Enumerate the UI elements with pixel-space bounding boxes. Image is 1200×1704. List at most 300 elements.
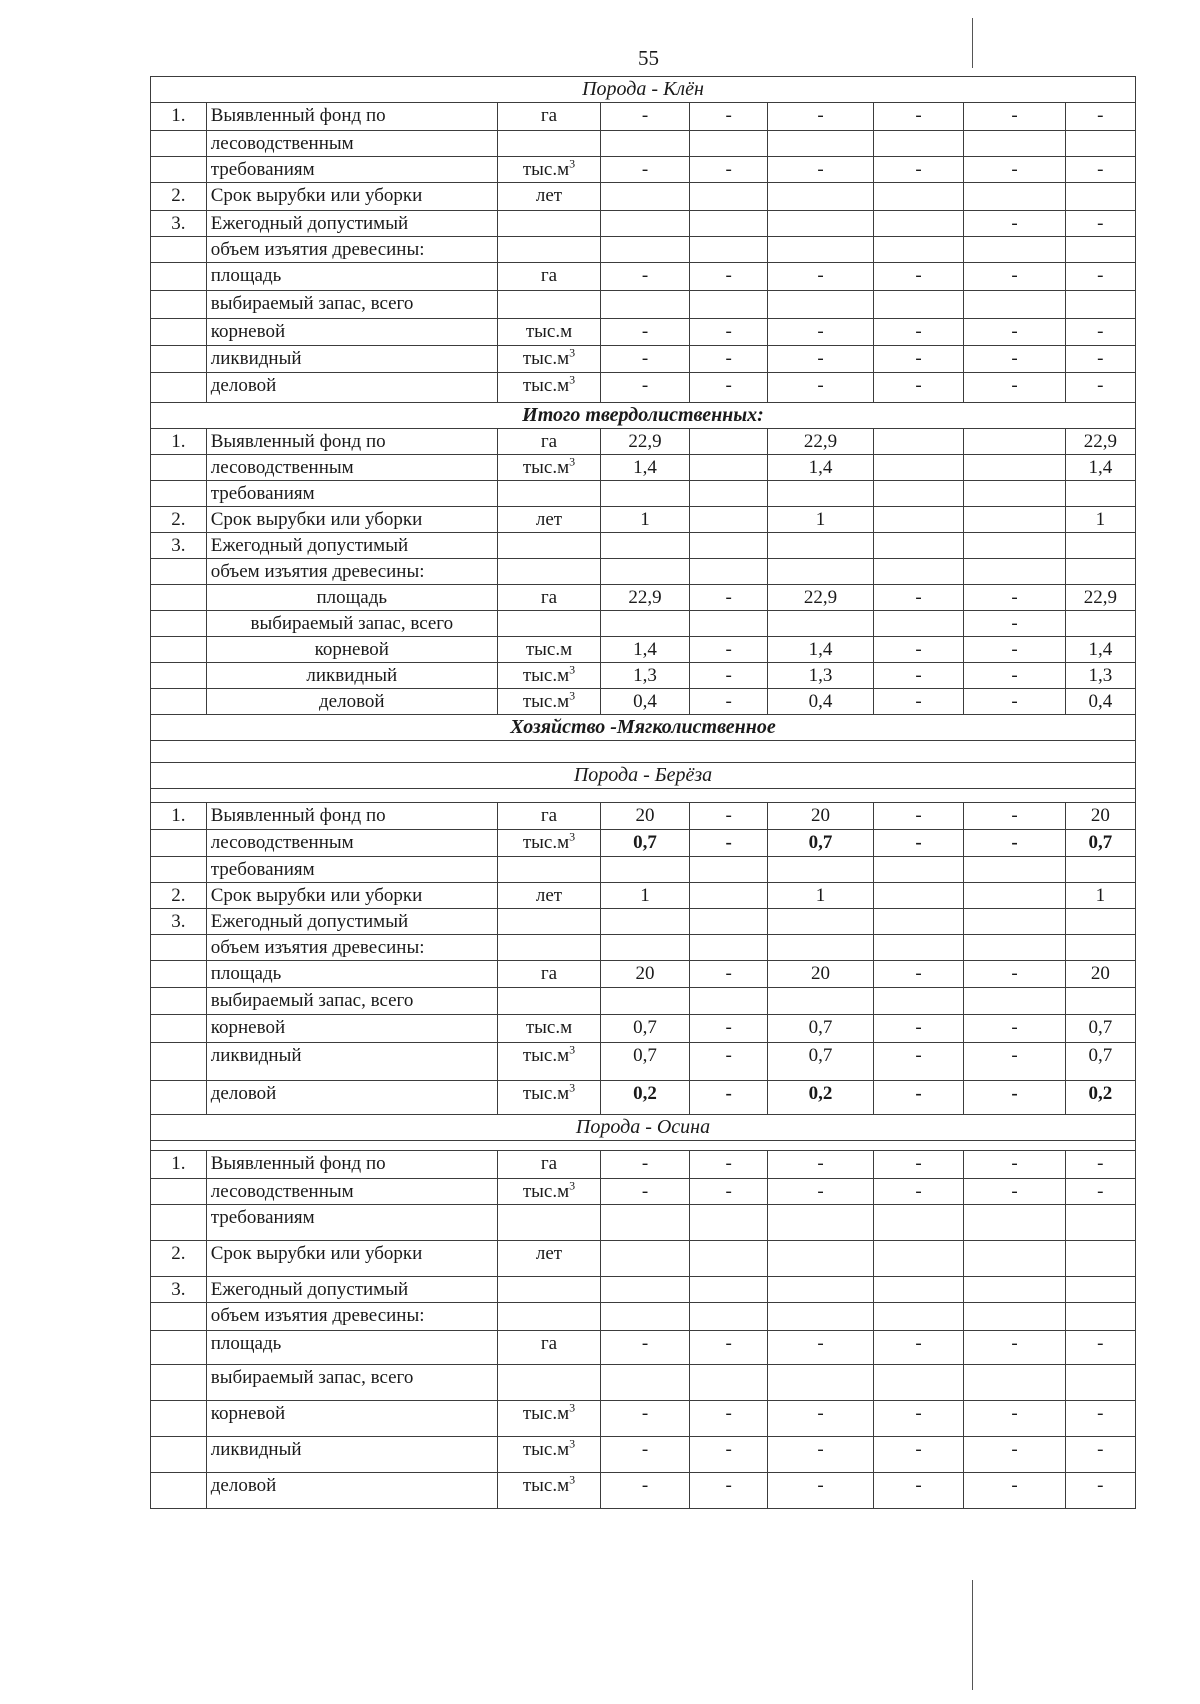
value-cell: - — [873, 637, 964, 663]
value-cell: - — [689, 585, 767, 611]
value-cell — [689, 237, 767, 263]
value-cell: 1 — [601, 883, 690, 909]
row-label: лесоводственным — [206, 455, 497, 481]
value-cell: 1,3 — [768, 663, 873, 689]
value-cell — [873, 291, 964, 319]
section-header — [151, 715, 1136, 741]
row-label: требованиям — [206, 157, 497, 183]
value-cell: - — [873, 1015, 964, 1043]
value-cell — [689, 183, 767, 211]
value-cell — [601, 611, 690, 637]
table-row — [151, 211, 1136, 237]
row-label: корневой — [206, 1401, 497, 1437]
table-row — [151, 611, 1136, 637]
value-cell: - — [601, 157, 690, 183]
table-row — [151, 507, 1136, 533]
row-number — [151, 481, 207, 507]
unit-text: тыс.м — [522, 1083, 570, 1104]
row-label: Выявленный фонд по — [206, 1151, 497, 1179]
value-cell: - — [689, 157, 767, 183]
unit-exponent: 3 — [569, 662, 576, 677]
row-unit — [497, 183, 600, 211]
value-cell: - — [768, 263, 873, 291]
unit-exponent: 3 — [569, 1080, 576, 1095]
row-label: ликвидный — [206, 1437, 497, 1473]
value-cell — [601, 1205, 690, 1241]
value-cell: 1,3 — [601, 663, 690, 689]
row-unit — [497, 1015, 600, 1043]
row-number — [151, 585, 207, 611]
value-cell — [964, 533, 1065, 559]
table-row — [151, 1015, 1136, 1043]
unit-text: лет — [535, 509, 563, 530]
value-cell — [601, 909, 690, 935]
value-cell: - — [601, 319, 690, 346]
table-row — [151, 909, 1136, 935]
value-cell: - — [768, 346, 873, 373]
unit-text: лет — [535, 1243, 563, 1264]
row-label: корневой — [206, 319, 497, 346]
value-cell: - — [964, 319, 1065, 346]
value-cell: - — [873, 1331, 964, 1365]
value-cell: - — [873, 1151, 964, 1179]
value-cell: 0,7 — [1065, 830, 1135, 857]
value-cell: - — [873, 263, 964, 291]
spacer-cell — [151, 1141, 1136, 1151]
value-cell — [964, 507, 1065, 533]
value-cell: - — [964, 1043, 1065, 1081]
value-cell: - — [1065, 211, 1135, 237]
value-cell — [689, 1303, 767, 1331]
value-cell — [1065, 909, 1135, 935]
value-cell: - — [873, 157, 964, 183]
section-title: Порода - Берёза — [151, 763, 1136, 789]
row-unit — [497, 1303, 600, 1331]
row-number: 3. — [151, 211, 207, 237]
value-cell — [873, 1205, 964, 1241]
value-cell — [768, 909, 873, 935]
value-cell — [964, 559, 1065, 585]
value-cell: 0,2 — [1065, 1081, 1135, 1115]
table-row — [151, 103, 1136, 131]
value-cell — [873, 507, 964, 533]
value-cell: - — [768, 1179, 873, 1205]
row-unit — [497, 1081, 600, 1115]
value-cell: 20 — [768, 961, 873, 988]
value-cell: - — [689, 319, 767, 346]
value-cell — [689, 131, 767, 157]
value-cell — [1065, 1205, 1135, 1241]
row-unit — [497, 1401, 600, 1437]
value-cell: 0,2 — [601, 1081, 690, 1115]
value-cell: - — [689, 1473, 767, 1509]
value-cell: - — [689, 663, 767, 689]
row-label: площадь — [206, 1331, 497, 1365]
value-cell — [964, 1205, 1065, 1241]
value-cell — [689, 481, 767, 507]
row-number: 3. — [151, 909, 207, 935]
row-unit — [497, 1437, 600, 1473]
unit-text: га — [540, 1153, 558, 1174]
value-cell: - — [964, 263, 1065, 291]
value-cell — [601, 183, 690, 211]
row-unit — [497, 533, 600, 559]
value-cell — [768, 533, 873, 559]
row-number: 1. — [151, 103, 207, 131]
value-cell — [1065, 857, 1135, 883]
table-row — [151, 263, 1136, 291]
value-cell: 22,9 — [601, 429, 690, 455]
unit-exponent: 3 — [569, 454, 576, 469]
value-cell — [601, 481, 690, 507]
value-cell: - — [1065, 1401, 1135, 1437]
value-cell: 1,4 — [601, 455, 690, 481]
value-cell: 0,4 — [1065, 689, 1135, 715]
value-cell — [689, 429, 767, 455]
value-cell: 20 — [1065, 961, 1135, 988]
binder-line-bottom — [972, 1580, 973, 1690]
row-unit — [497, 830, 600, 857]
value-cell: 1,4 — [1065, 637, 1135, 663]
value-cell — [964, 909, 1065, 935]
value-cell — [689, 559, 767, 585]
unit-text: га — [540, 265, 558, 286]
value-cell — [1065, 559, 1135, 585]
value-cell: - — [1065, 1437, 1135, 1473]
section-title: Порода - Осина — [151, 1115, 1136, 1141]
value-cell — [1065, 183, 1135, 211]
value-cell: 1,4 — [1065, 455, 1135, 481]
value-cell: - — [689, 1081, 767, 1115]
value-cell — [873, 935, 964, 961]
unit-text: тыс.м — [522, 832, 570, 853]
table-row — [151, 1437, 1136, 1473]
row-unit — [497, 346, 600, 373]
table-row — [151, 663, 1136, 689]
value-cell: - — [689, 1015, 767, 1043]
value-cell: 0,7 — [1065, 1015, 1135, 1043]
value-cell — [689, 455, 767, 481]
value-cell: - — [873, 1081, 964, 1115]
value-cell — [1065, 1277, 1135, 1303]
row-label: выбираемый запас, всего — [206, 291, 497, 319]
value-cell — [873, 883, 964, 909]
value-cell: - — [768, 1151, 873, 1179]
value-cell: - — [689, 689, 767, 715]
unit-text: тыс.м — [522, 1403, 570, 1424]
unit-exponent: 3 — [569, 1436, 576, 1451]
row-number: 1. — [151, 803, 207, 830]
value-cell: - — [873, 346, 964, 373]
row-unit — [497, 1365, 600, 1401]
row-label: Ежегодный допустимый — [206, 211, 497, 237]
row-number — [151, 961, 207, 988]
value-cell — [689, 857, 767, 883]
row-number — [151, 1179, 207, 1205]
value-cell — [1065, 1303, 1135, 1331]
table-row — [151, 935, 1136, 961]
unit-text: тыс.м — [522, 691, 570, 712]
binder-line-top — [972, 18, 973, 68]
value-cell: - — [689, 961, 767, 988]
row-unit — [497, 611, 600, 637]
value-cell: - — [873, 1043, 964, 1081]
row-number: 2. — [151, 883, 207, 909]
row-label: Срок вырубки или уборки — [206, 1241, 497, 1277]
value-cell — [601, 211, 690, 237]
value-cell — [873, 533, 964, 559]
table-row — [151, 1179, 1136, 1205]
value-cell — [964, 1277, 1065, 1303]
value-cell — [964, 183, 1065, 211]
value-cell: 1,4 — [601, 637, 690, 663]
table-row — [151, 585, 1136, 611]
row-label: деловой — [206, 1473, 497, 1509]
value-cell: - — [1065, 1473, 1135, 1509]
value-cell: - — [689, 803, 767, 830]
value-cell: - — [689, 830, 767, 857]
value-cell: - — [964, 1473, 1065, 1509]
value-cell: - — [964, 1437, 1065, 1473]
row-number — [151, 611, 207, 637]
forest-table — [150, 76, 1136, 1509]
unit-text: га — [540, 587, 558, 608]
value-cell: - — [768, 319, 873, 346]
table-row — [151, 857, 1136, 883]
row-number — [151, 830, 207, 857]
table-row — [151, 637, 1136, 663]
row-label: площадь — [206, 263, 497, 291]
unit-text: га — [540, 805, 558, 826]
value-cell — [964, 131, 1065, 157]
value-cell — [964, 291, 1065, 319]
table-row — [151, 373, 1136, 403]
row-number — [151, 346, 207, 373]
value-cell: - — [964, 346, 1065, 373]
row-number — [151, 1473, 207, 1509]
value-cell: - — [601, 346, 690, 373]
value-cell: - — [964, 1331, 1065, 1365]
value-cell: - — [689, 1437, 767, 1473]
row-number: 2. — [151, 1241, 207, 1277]
value-cell: - — [601, 1179, 690, 1205]
row-number — [151, 237, 207, 263]
row-number: 1. — [151, 429, 207, 455]
table-row — [151, 291, 1136, 319]
table-row — [151, 1365, 1136, 1401]
unit-text: тыс.м — [522, 159, 570, 180]
row-label: ликвидный — [206, 346, 497, 373]
table-row — [151, 830, 1136, 857]
value-cell — [768, 183, 873, 211]
unit-text: тыс.м — [522, 1045, 570, 1066]
value-cell — [768, 857, 873, 883]
value-cell — [689, 1241, 767, 1277]
value-cell — [1065, 131, 1135, 157]
unit-text: тыс.м — [525, 639, 573, 660]
row-unit — [497, 689, 600, 715]
value-cell — [768, 211, 873, 237]
value-cell: - — [768, 157, 873, 183]
value-cell: 22,9 — [1065, 429, 1135, 455]
row-number: 2. — [151, 183, 207, 211]
value-cell: - — [1065, 1179, 1135, 1205]
table-row — [151, 481, 1136, 507]
row-label: площадь — [206, 585, 497, 611]
value-cell — [873, 211, 964, 237]
row-unit — [497, 319, 600, 346]
value-cell: - — [964, 961, 1065, 988]
row-number — [151, 1015, 207, 1043]
row-number — [151, 663, 207, 689]
value-cell — [768, 131, 873, 157]
table-row — [151, 1043, 1136, 1081]
value-cell: - — [964, 663, 1065, 689]
value-cell: 0,7 — [768, 1015, 873, 1043]
unit-exponent: 3 — [569, 688, 576, 703]
value-cell: - — [689, 1331, 767, 1365]
value-cell — [964, 1365, 1065, 1401]
value-cell: 22,9 — [1065, 585, 1135, 611]
value-cell — [768, 481, 873, 507]
section-header — [151, 763, 1136, 789]
value-cell — [1065, 533, 1135, 559]
value-cell — [873, 183, 964, 211]
value-cell — [964, 1241, 1065, 1277]
row-number — [151, 455, 207, 481]
value-cell — [873, 455, 964, 481]
value-cell — [601, 1303, 690, 1331]
table-row — [151, 533, 1136, 559]
unit-exponent: 3 — [569, 345, 576, 360]
row-unit — [497, 1205, 600, 1241]
value-cell: - — [601, 103, 690, 131]
row-label: Срок вырубки или уборки — [206, 883, 497, 909]
value-cell: - — [964, 1179, 1065, 1205]
section-title: Хозяйство -Мягколиственное — [151, 715, 1136, 741]
value-cell — [689, 533, 767, 559]
row-number — [151, 263, 207, 291]
value-cell — [1065, 611, 1135, 637]
value-cell — [873, 611, 964, 637]
row-unit — [497, 429, 600, 455]
value-cell: - — [964, 373, 1065, 403]
row-label: Выявленный фонд по — [206, 429, 497, 455]
value-cell: - — [601, 1473, 690, 1509]
value-cell: 20 — [1065, 803, 1135, 830]
value-cell — [689, 507, 767, 533]
value-cell: 0,7 — [601, 830, 690, 857]
value-cell — [601, 1277, 690, 1303]
value-cell: 0,7 — [601, 1043, 690, 1081]
value-cell: 20 — [601, 961, 690, 988]
value-cell — [873, 909, 964, 935]
unit-exponent: 3 — [569, 156, 576, 171]
unit-exponent: 3 — [569, 829, 576, 844]
value-cell — [1065, 1365, 1135, 1401]
spacer-cell — [151, 741, 1136, 763]
unit-text: лет — [535, 185, 563, 206]
section-title: Порода - Клён — [151, 77, 1136, 103]
section-header — [151, 403, 1136, 429]
value-cell — [964, 988, 1065, 1015]
value-cell: - — [964, 585, 1065, 611]
value-cell — [873, 1277, 964, 1303]
value-cell — [873, 559, 964, 585]
value-cell: - — [1065, 346, 1135, 373]
row-unit — [497, 1179, 600, 1205]
unit-text: га — [540, 105, 558, 126]
value-cell — [873, 857, 964, 883]
value-cell: - — [689, 1401, 767, 1437]
value-cell: 0,7 — [768, 830, 873, 857]
row-number: 2. — [151, 507, 207, 533]
value-cell: - — [689, 1179, 767, 1205]
value-cell: - — [1065, 157, 1135, 183]
value-cell — [601, 237, 690, 263]
row-number — [151, 935, 207, 961]
row-unit — [497, 1473, 600, 1509]
row-unit — [497, 1277, 600, 1303]
unit-text: тыс.м — [522, 375, 570, 396]
table-row — [151, 455, 1136, 481]
spacer-cell — [151, 789, 1136, 803]
row-number — [151, 319, 207, 346]
value-cell: - — [601, 373, 690, 403]
value-cell: - — [689, 1043, 767, 1081]
row-unit — [497, 211, 600, 237]
value-cell — [1065, 237, 1135, 263]
value-cell: - — [768, 1437, 873, 1473]
value-cell: - — [873, 830, 964, 857]
row-label: Срок вырубки или уборки — [206, 507, 497, 533]
row-label: объем изъятия древесины: — [206, 237, 497, 263]
value-cell: 1 — [1065, 883, 1135, 909]
row-label: деловой — [206, 373, 497, 403]
row-number — [151, 637, 207, 663]
row-unit — [497, 961, 600, 988]
value-cell — [768, 611, 873, 637]
value-cell: - — [873, 961, 964, 988]
value-cell — [601, 1241, 690, 1277]
table-row — [151, 1473, 1136, 1509]
value-cell — [601, 131, 690, 157]
value-cell — [601, 533, 690, 559]
row-label: лесоводственным — [206, 830, 497, 857]
row-label: объем изъятия древесины: — [206, 559, 497, 585]
value-cell: - — [873, 103, 964, 131]
value-cell — [768, 1365, 873, 1401]
value-cell — [689, 1365, 767, 1401]
section-header — [151, 77, 1136, 103]
row-label: лесоводственным — [206, 1179, 497, 1205]
value-cell — [873, 481, 964, 507]
value-cell: - — [964, 1401, 1065, 1437]
value-cell: - — [873, 585, 964, 611]
row-unit — [497, 559, 600, 585]
row-label: выбираемый запас, всего — [206, 988, 497, 1015]
row-label: требованиям — [206, 481, 497, 507]
row-number — [151, 1437, 207, 1473]
value-cell: - — [873, 1401, 964, 1437]
value-cell — [964, 935, 1065, 961]
value-cell: - — [1065, 319, 1135, 346]
value-cell: - — [964, 611, 1065, 637]
value-cell — [689, 909, 767, 935]
row-label: Ежегодный допустимый — [206, 909, 497, 935]
value-cell: 22,9 — [601, 585, 690, 611]
value-cell: - — [1065, 1331, 1135, 1365]
